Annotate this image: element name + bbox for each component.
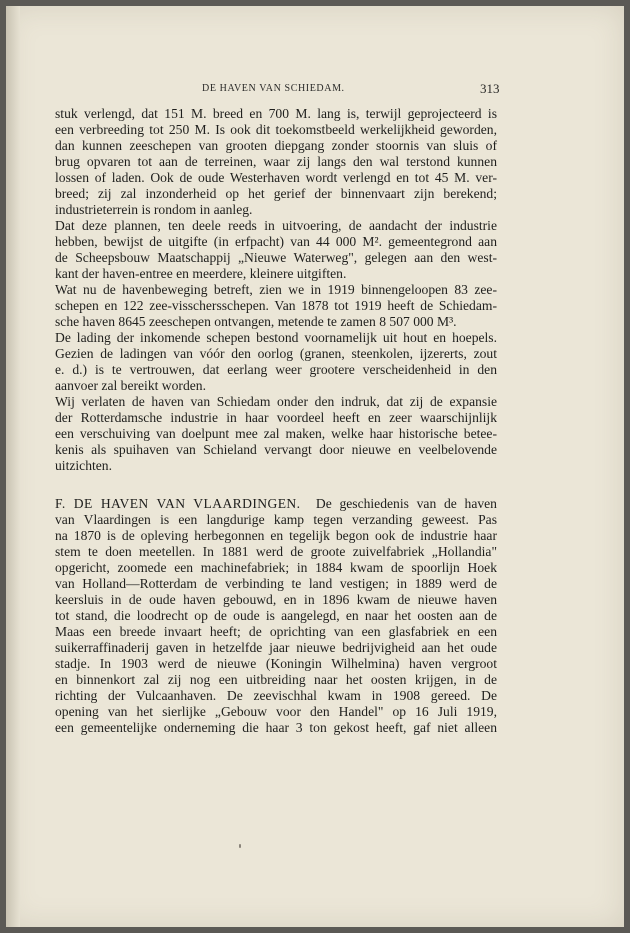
text-line: de Scheepsbouw Maatschappij „Nieuwe Waterweg", gelegen aan den west- (55, 250, 497, 265)
text-line: stuk verlengd, dat 151 M. breed en 700 M. lang is, terwijl geprojecteerd is (55, 106, 497, 121)
paragraph (55, 394, 497, 474)
text-line: en binnenkort zal zij nog een uitbreiding naar het oosten krijgen, in de (55, 672, 497, 687)
text-line: aanvoer zal bereikt worden. (55, 378, 206, 393)
section-heading: F. DE HAVEN VAN VLAARDINGEN. (55, 496, 301, 511)
text-line: keersluis in de oude haven gebouwd, en in 1896 kwam de nieuwe haven (55, 592, 497, 607)
text-line: van Vlaardingen is een langdurige kamp tegen verzanding geweest. Pas (55, 512, 497, 527)
book-page (6, 6, 624, 927)
page-number: 313 (480, 81, 500, 96)
text-line: na 1870 is de opleving herbegonnen en tegelijk begon ook de industrie haar (55, 528, 497, 543)
text-line (55, 496, 497, 512)
body-text (55, 106, 497, 736)
running-title: DE HAVEN VAN SCHIEDAM. (202, 83, 345, 94)
text-line: Maas een breede invaart heeft; de oprichting van een glasfabriek en een (55, 624, 497, 639)
text-line: lossen of laden. Ook de oude Westerhaven wordt verlengd en tot 45 M. ver- (55, 170, 497, 185)
text-line: een verbreeding tot 250 M. Is ook dit toekomstbeeld werkelijkheid geworden, (55, 122, 497, 137)
text-line: tot stand, die loodrecht op de oude is aangelegd, en naar het oosten aan de (55, 608, 497, 623)
paragraph (55, 282, 497, 330)
text-line: Wij verlaten de haven van Schiedam onder den indruk, dat zij de expansie (55, 394, 497, 409)
paper-speck (239, 844, 241, 848)
text-line: Dat deze plannen, ten deele reeds in uitvoering, de aandacht der industrie (55, 218, 497, 233)
text-line: breed; zij zal inzonderheid op het gerief der binnenvaart zijn berekend; (55, 186, 497, 201)
text-line: van Holland—Rotterdam de verbinding te land vestigen; in 1889 werd de (55, 576, 497, 591)
paragraph (55, 218, 497, 282)
text-line: hebben, bewijst de uitgifte (in erfpacht) van 44 000 M². gemeentegrond aan (55, 234, 497, 249)
text-line: Wat nu de havenbeweging betreft, zien we in 1919 binnengeloopen 83 zee- (55, 282, 497, 297)
binding-edge (6, 6, 20, 927)
text-line: een gemeentelijke onderneming die haar 3 ton gekost heeft, gaf niet alleen (55, 720, 497, 735)
text-line: suikerraffinaderij gaven in hetzelfde jaar nieuwe bedrijvigheid aan het oude (55, 640, 497, 655)
text-line: e. d.) is te vertrouwen, dat eerlang weer grootere verscheidenheid in den (55, 362, 497, 377)
paragraph (55, 106, 497, 218)
text-line: kant der haven-entree en meerdere, kleinere uitgiften. (55, 266, 347, 281)
text-line: uitzichten. (55, 458, 112, 473)
text-line: stem te doen meetellen. In 1881 werd de groote zuivelfabriek „Hollandia" (55, 544, 497, 559)
paragraph-container (55, 106, 497, 474)
text-line: richting der Vulcaanhaven. De zeevischhal kwam in 1908 gereed. De (55, 688, 497, 703)
text-line: schepen en 122 zee-visschersschepen. Van 1878 tot 1919 heeft de Schiedam- (55, 298, 497, 313)
text-line: opening van het sierlijke „Gebouw voor den Handel" op 16 Juli 1919, (55, 704, 497, 719)
section-f-paragraph (55, 496, 497, 736)
paragraph (55, 330, 497, 394)
text-line: opgericht, zoomede een machinefabriek; in 1884 kwam de spoorlijn Hoek (55, 560, 497, 575)
text-line: dan kunnen zeeschepen van grooten diepgang zonder stoornis van sluis of (55, 138, 497, 153)
text-line: De lading der inkomende schepen bestond voornamelijk uit hout en hoepels. (55, 330, 497, 345)
section-gap (55, 474, 497, 496)
section-lines (55, 512, 497, 736)
text-line: industrieterrein is rondom in aanleg. (55, 202, 253, 217)
text-line: stadje. In 1903 werd de nieuwe (Koningin Wilhelmina) haven vergroot (55, 656, 497, 671)
text-line: sche haven 8645 zeeschepen ontvangen, metende te zamen 8 507 000 M³. (55, 314, 457, 329)
text-line: een verschuiving van doelpunt mee zal maken, welke haar historische betee- (55, 426, 497, 441)
text-line: Gezien de ladingen van vóór den oorlog (granen, steenkolen, ijzererts, zout (55, 346, 497, 361)
text-line: der Rotterdamsche industrie in haar voordeel heeft en zeer waarschijnlijk (55, 410, 497, 425)
section-first-line-text: De geschiedenis van de haven (315, 496, 497, 511)
text-line: brug opvaren tot aan de terreinen, waar zij langs den wal terstond kunnen (55, 154, 497, 169)
text-line: kenis als spuihaven van Schieland vervangt door nieuwe en veelbelovende (55, 442, 497, 457)
